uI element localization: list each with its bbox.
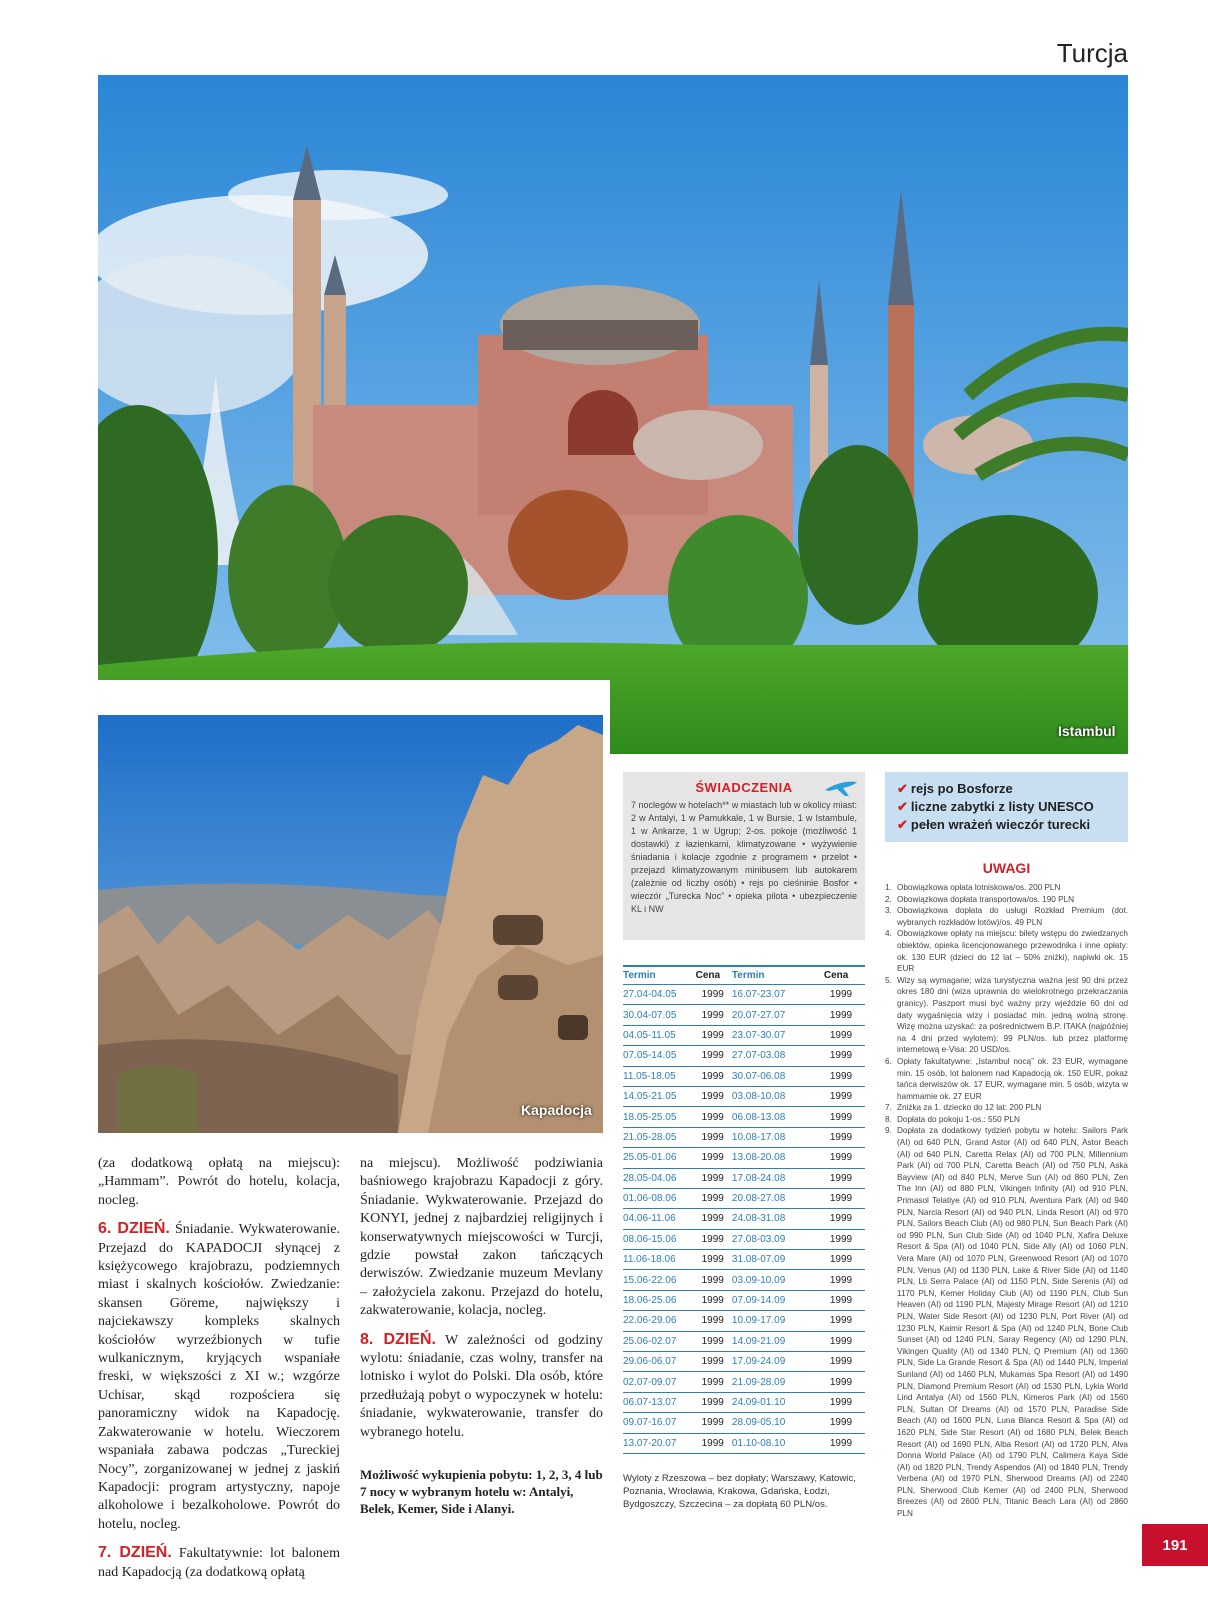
price-cell: 1999: [824, 1107, 865, 1127]
price-cell: 1999: [824, 1005, 865, 1025]
date-cell: 27.04-04.05: [623, 985, 696, 1005]
day8-label: 8. DZIEŃ.: [360, 1330, 436, 1348]
table-row: [623, 1392, 865, 1412]
date-cell: 07.09-14.09: [732, 1290, 824, 1310]
day7-text: Fakultatywnie: lot balonem nad Kapadocją (za dodatkową opłatą: [98, 1546, 341, 1580]
date-cell: 16.07-23.07: [732, 985, 824, 1005]
table-row: [623, 1127, 865, 1147]
list-item: 1. Obowiązkowa opłata lotniskowa/os. 200 PLN: [885, 883, 1061, 892]
list-item: 7. Zniżka za 1. dziecko do 12 lat: 200 PLN: [885, 1103, 1042, 1113]
date-cell: 04.06-11.06: [623, 1209, 696, 1229]
date-cell: 28.09-05.10: [732, 1413, 824, 1433]
price-cell: 1999: [824, 1066, 865, 1086]
highlight-item: ✔ pełen wrażeń wieczór turecki: [897, 817, 1091, 832]
price-cell: 1999: [696, 1188, 732, 1208]
flights-note: Wyloty z Rzeszowa – bez dopłaty; Warszawy, Katowic, Poznania, Wrocławia, Krakowa, Gdańska, Łodzi, Bydgoszczy, Szczecina – za dopłatą 60 PLN/os.: [623, 1473, 856, 1510]
date-cell: 30.07-06.08: [732, 1066, 824, 1086]
page-number: 191: [1142, 1524, 1208, 1566]
highlight-item: ✔ rejs po Bosforze: [897, 781, 1013, 796]
price-cell: 1999: [696, 1433, 732, 1453]
list-item: 9. Dopłata za dodatkowy tydzień pobytu w hotelu: Sailors Park (AI) od 640 PLN, Grand Astor (AI) od 640 PLN, Astor Beach (AI) od 640 PLN, Caretta Relax (AI) od 700 PLN, Millennium Park (AI) od 700 PLN, Caretta Beach (AI) od 750 PLN, Aska Bayview (AI) od 840 PLN, Merve Sun (AI) od 860 PLN, Zen The Inn (AI) od 880 PLN, Vikingen Infinity (AI) od 910 PLN, Primasol Telatiye (AI) od 910 PLN, Aventura Park (AI) od 940 PLN, Narcia Resort (AI) od 940 PLN, Linda Resort (AI) od 970 PLN, Sailors Beach Club (AI) od 980 PLN, Sun Beach Park (AI) od 990 PLN, Sun Club Side (AI) od 1040 PLN, Xafira Deluxe Resort & Spa (AI) od 1040 PLN, Side Ally (AI) od 1060 PLN, Vera Mare (AI) od 1070 PLN, Greenwood Resort (AI) od 1070 PLN, Venus (AI) od 1130 PLN, Lake & River Side (AI) od 1140 PLN, Lti Serra Palace (AI) od 1150 PLN, Side Serenis (AI) od 1170 PLN, Kemer Holiday Club (AI) od 1190 PLN, Club Sun Heaven (AI) od 1190 PLN, Majesty Mirage Resort (AI) od 1210 PLN, Water Side Resort (AI) od 1230 PLN, Port River (AI) od 1230 PLN, Kaimir Resort & Spa (AI) od 1240 PLN, Bone Club Sunset (AI) od 1240 PLN, Saray Regency (AI) od 1290 PLN, Vikingen Quality (AI) od 1340 PLN, Q Premium (AI) od 1360 PLN, Side La Grande Resort & Spa (AI) od 1440 PLN, Imperial Sunland (AI) od 1460 PLN, Mukarnas Spa Resort (AI) od 1490 PLN, Diamond Premium Resort (AI) od 1530 PLN, Lykia World Lind Antalya (AI) od 1560 PLN, Kimeros Park (AI) od 1560 PLN, Sultan Of Dreams (AI) od 1570 PLN, Paradise Side Beach (AI) od 1600 PLN, Luna Blanca Resort & Spa (AI) od 1620 PLN, Side Star Resort (AI) od 1680 PLN, Belek Beach Resort (AI) od 1690 PLN, Alba Resort (AI) od 1720 PLN, Alva Donna World Palace (AI) od 1790 PLN, Calimera Kaya Side (AI) od 1820 PLN, Trendy Aspendos (AI) od 1840 PLN, Trendy Verbena (AI) od 1970 PLN, Sherwood Dreams (AI) od 2240 PLN, Sherwood Club Kemer (AI) od 2400 PLN, Sherwood Breezes (AI) od 2600 PLN, Titanic Beach Lara (AI) od 2860 PLN: [885, 1126, 1128, 1519]
date-cell: 01.10-08.10: [732, 1433, 824, 1453]
price-cell: 1999: [824, 1148, 865, 1168]
date-cell: 13.08-20.08: [732, 1148, 824, 1168]
price-cell: 1999: [696, 1005, 732, 1025]
date-cell: 11.05-18.05: [623, 1066, 696, 1086]
price-table-header: [623, 966, 865, 985]
price-cell: 1999: [824, 1025, 865, 1045]
price-cell: 1999: [824, 1290, 865, 1310]
col-header-termin: Termin: [623, 966, 696, 985]
table-row: [623, 1311, 865, 1331]
table-row: [623, 1413, 865, 1433]
price-cell: 1999: [824, 1168, 865, 1188]
table-row: [623, 1168, 865, 1188]
date-cell: 27.08-03.09: [732, 1229, 824, 1249]
day8-text: W zależności od godziny wylotu: śniadanie, czas wolny, transfer na lotnisko i wylot do Polski. Dla osób, które przedłużają pobyt o wypoczynek w hotelu: śniadanie, wykwaterowanie, transfer do wybranego hotelu.: [360, 1332, 603, 1440]
date-cell: 06.08-13.08: [732, 1107, 824, 1127]
price-cell: 1999: [824, 1392, 865, 1412]
table-row: [623, 1148, 865, 1168]
benefits-text: 7 noclegów w hotelach** w miastach lub w okolicy miast: 2 w Antalyi, 1 w Pamukkale, 1 w Bursie, 1 w Istambule, 1 w Ankarze, 1 w Ugrup; 2-os. pokoje (możliwość 1 dostawki) z łazienkami, klimatyzowane • wyżywienie śniadania i kolacje zgodnie z programem • przelot • przejazd klimatyzowanym minibusem lub autokarem (zależnie od liczby osób) • rejs po cieśninie Bosfor • wieczór „Turecka Noc” • opieka pilota • ubezpieczenie KL i NW: [631, 800, 857, 914]
price-cell: 1999: [696, 1025, 732, 1045]
price-cell: 1999: [696, 1372, 732, 1392]
price-cell: 1999: [696, 1046, 732, 1066]
date-cell: 25.06-02.07: [623, 1331, 696, 1351]
price-cell: 1999: [696, 1148, 732, 1168]
price-cell: 1999: [824, 1270, 865, 1290]
price-cell: 1999: [696, 1352, 732, 1372]
table-row: [623, 1188, 865, 1208]
benefits-box: [623, 772, 865, 940]
table-row: [623, 1250, 865, 1270]
list-item: 5. Wizy są wymagane; wiza turystyczna ważna jest 90 dni przez okres 180 dni (wiza uprawnia do wielokrotnego przekraczania granicy). Paszport musi być ważny przy wjeździe 60 dni od daty wygaśnięcia wizy i posiadać min. jedną wolną stronę. Wizę można uzyskać: za pośrednictwem B.P. ITAKA (najpóźniej na 4 dni przed wylotem): 99 PLN/os. lub przez platformę internetową e-Visa: 20 USD/os.: [885, 975, 1128, 1055]
table-row: [623, 1229, 865, 1249]
price-cell: 1999: [696, 1250, 732, 1270]
day6-label: 6. DZIEŃ.: [98, 1220, 170, 1238]
list-item: 2. Obowiązkowa dopłata transportowa/os. 190 PLN: [885, 894, 1075, 904]
date-cell: 10.08-17.08: [732, 1127, 824, 1147]
price-cell: 1999: [696, 1290, 732, 1310]
date-cell: 02.07-09.07: [623, 1372, 696, 1392]
table-row: [623, 1107, 865, 1127]
price-cell: 1999: [824, 1046, 865, 1066]
price-cell: 1999: [696, 1107, 732, 1127]
date-cell: 24.08-31.08: [732, 1209, 824, 1229]
list-item: 3. Obowiązkowa dopłata do usługi Rozkład Premium (dot. wybranych rozkładów lotów)/os. 49 PLN: [885, 906, 1128, 927]
date-cell: 23.07-30.07: [732, 1025, 824, 1045]
article-column-1: [98, 1155, 340, 1592]
date-cell: 25.05-01.06: [623, 1148, 696, 1168]
checkmark-icon: ✔: [897, 799, 908, 814]
plane-icon: [823, 776, 859, 800]
col-header-termin-2: Termin: [732, 966, 824, 985]
day6-text: Śniadanie. Wykwaterowanie. Przejazd do KAPADOCJI słynącej z księżycowego krajobrazu, podziemnych miast i skalnych kościołów. Zwiedzanie: skansen Göreme, największy i najciekawszy kompleks skalnych kościołów wyrzeźbionych w tufie wulkanicznym, kryjących wspaniałe freski, w większości z XI w.; wzgórze Uchisar, skąd rozpościera się panoramiczny widok na Kapadocję. Zakwaterowanie w hotelu. Wieczorem wspaniała zabawa podczas „Tureckiej Nocy”, zorganizowanej w jednej z jaskiń Kapadocji: program artystyczny, napoje alkoholowe i bezalkoholowe. Powrót do hotelu, nocleg.: [98, 1222, 340, 1532]
col1-intro: (za dodatkową opłatą na miejscu): „Hammam”. Powrót do hotelu, kolacja, nocleg.: [98, 1156, 340, 1208]
price-cell: 1999: [696, 1311, 732, 1331]
date-cell: 09.07-16.07: [623, 1413, 696, 1433]
kapadocja-photo: [98, 715, 603, 1133]
date-cell: 22.06-29.06: [623, 1311, 696, 1331]
price-cell: 1999: [824, 1188, 865, 1208]
date-cell: 18.06-25.06: [623, 1290, 696, 1310]
date-cell: 17.08-24.08: [732, 1168, 824, 1188]
notes-list: [885, 882, 1128, 1520]
date-cell: 31.08-07.09: [732, 1250, 824, 1270]
date-cell: 24.09-01.10: [732, 1392, 824, 1412]
list-item: 4. Obowiązkowe opłaty na miejscu: bilety wstępu do zwiedzanych obiektów, opieka licencjonowanego przewodnika i inne opłaty: ok. 130 EUR (dzieci do 12 lat – 50% zniżki), napiwki ok. 15 EUR: [885, 929, 1128, 974]
price-cell: 1999: [696, 985, 732, 1005]
date-cell: 03.08-10.08: [732, 1086, 824, 1106]
price-cell: 1999: [824, 1250, 865, 1270]
price-cell: 1999: [696, 1168, 732, 1188]
price-cell: 1999: [824, 1086, 865, 1106]
col2-intro: na miejscu). Możliwość podziwiania baśniowego krajobrazu Kapadocji z góry. Śniadanie. Wykwaterowanie. Przejazd do KONYI, jednej z najbardziej religijnych i konserwatywnych miejscowości w Turcji, gdzie powstał zakon tańczących derwiszów. Zwiedzanie muzeum Mevlany – założyciela zakonu. Przejazd do hotelu, zakwaterowanie, kolacja, nocleg.: [360, 1156, 603, 1319]
table-row: [623, 985, 865, 1005]
page-title: Turcja: [1056, 38, 1128, 68]
table-row: [623, 1005, 865, 1025]
price-cell: 1999: [824, 1352, 865, 1372]
date-cell: 20.07-27.07: [732, 1005, 824, 1025]
purchase-note: Możliwość wykupienia pobytu: 1, 2, 3, 4 lub 7 nocy w wybranym hotelu w: Antalyi, Belek, Kemer, Side i Alanyi.: [360, 1467, 603, 1516]
table-row: [623, 1331, 865, 1351]
istanbul-photo: [98, 75, 1128, 754]
date-cell: 08.06-15.06: [623, 1229, 696, 1249]
date-cell: 04.05-11.05: [623, 1025, 696, 1045]
date-cell: 01.06-08.06: [623, 1188, 696, 1208]
price-cell: 1999: [824, 985, 865, 1005]
date-cell: 15.06-22.06: [623, 1270, 696, 1290]
date-cell: 17.09-24.09: [732, 1352, 824, 1372]
list-item: 8. Dopłata do pokoju 1-os.: 550 PLN: [885, 1114, 1020, 1124]
price-table: [623, 965, 865, 1454]
price-cell: 1999: [824, 1413, 865, 1433]
date-cell: 21.09-28.09: [732, 1372, 824, 1392]
notes-title: UWAGI: [982, 860, 1031, 876]
price-cell: 1999: [696, 1229, 732, 1249]
date-cell: 14.05-21.05: [623, 1086, 696, 1106]
price-cell: 1999: [696, 1392, 732, 1412]
price-cell: 1999: [696, 1086, 732, 1106]
date-cell: 06.07-13.07: [623, 1392, 696, 1412]
table-row: [623, 1270, 865, 1290]
date-cell: 28.05-04.06: [623, 1168, 696, 1188]
price-cell: 1999: [824, 1127, 865, 1147]
price-cell: 1999: [824, 1209, 865, 1229]
article-column-2: [360, 1155, 603, 1452]
istanbul-caption: Istambul: [1058, 723, 1116, 739]
table-row: [623, 1433, 865, 1453]
table-row: [623, 1209, 865, 1229]
price-cell: 1999: [824, 1311, 865, 1331]
day7-label: 7. DZIEŃ.: [98, 1544, 172, 1562]
list-item: 6. Opłaty fakultatywne: „Istambul nocą” ok. 23 EUR, wymagane min. 15 osób, lot balonem nad Kapadocją ok. 150 EUR, pokaz tańca derwiszów ok. 17 EUR, wymagane min. 5 osób, wizyta w hammamie ok. 27 EUR: [885, 1056, 1128, 1101]
price-cell: 1999: [696, 1413, 732, 1433]
table-row: [623, 1066, 865, 1086]
table-row: [623, 1352, 865, 1372]
date-cell: 20.08-27.08: [732, 1188, 824, 1208]
table-row: [623, 1290, 865, 1310]
col-header-cena: Cena: [696, 966, 732, 985]
date-cell: 03.09-10.09: [732, 1270, 824, 1290]
price-cell: 1999: [824, 1229, 865, 1249]
table-row: [623, 1372, 865, 1392]
highlights-box: [885, 772, 1128, 842]
col-header-cena-2: Cena: [824, 966, 865, 985]
kapadocja-caption: Kapadocja: [521, 1102, 592, 1118]
price-cell: 1999: [696, 1331, 732, 1351]
price-cell: 1999: [824, 1372, 865, 1392]
notes-section: [885, 860, 1128, 1520]
price-cell: 1999: [696, 1209, 732, 1229]
date-cell: 13.07-20.07: [623, 1433, 696, 1453]
highlight-item: ✔ liczne zabytki z listy UNESCO: [897, 799, 1094, 814]
price-cell: 1999: [696, 1270, 732, 1290]
checkmark-icon: ✔: [897, 817, 908, 832]
checkmark-icon: ✔: [897, 781, 908, 796]
date-cell: 11.06-18.06: [623, 1250, 696, 1270]
date-cell: 07.05-14.05: [623, 1046, 696, 1066]
date-cell: 27.07-03.08: [732, 1046, 824, 1066]
date-cell: 14.09-21.09: [732, 1331, 824, 1351]
table-row: [623, 1025, 865, 1045]
price-cell: 1999: [824, 1331, 865, 1351]
price-cell: 1999: [696, 1127, 732, 1147]
date-cell: 10.09-17.09: [732, 1311, 824, 1331]
price-cell: 1999: [696, 1066, 732, 1086]
date-cell: 18.05-25.05: [623, 1107, 696, 1127]
date-cell: 30.04-07.05: [623, 1005, 696, 1025]
price-cell: 1999: [824, 1433, 865, 1453]
table-row: [623, 1086, 865, 1106]
date-cell: 21.05-28.05: [623, 1127, 696, 1147]
benefits-title: ŚWIADCZENIA: [695, 780, 793, 795]
table-row: [623, 1046, 865, 1066]
date-cell: 29.06-06.07: [623, 1352, 696, 1372]
